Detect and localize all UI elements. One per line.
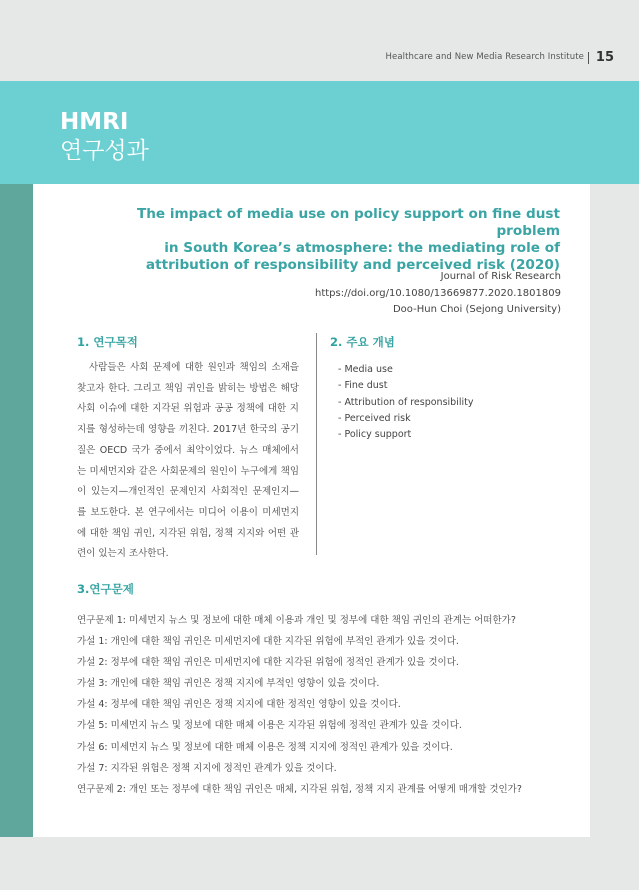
- concept-item: - Fine dust: [338, 380, 388, 392]
- page-number: 15: [595, 50, 614, 65]
- purpose-body: 사람들은 사회 문제에 대한 원인과 책임의 소재을 찾고자 한다. 그리고 책임 귀인을 밝히는 방법은 해당 사회 이슈에 대한 지각된 위험과 공공 정책에 대한 지지를 형성하는데 영향을 끼친다. 2017년 한국의 공기질은 OECD 국가 중에서 최악이었다. 뉴스 매체에서는 미세먼지와 같은 사회문제의 원인이 누구에게 책임이 있는지—개인적인 문제인지 사회적인 문제인지—를 보도한다. 본 연구에서는 미디어 이용이 미세먼지에 대한 책임 귀인, 지각된 위험, 정책 지지와 어떤 관련이 있는지 조사한다.: [77, 362, 299, 560]
- header-divider: [588, 52, 589, 64]
- concept-item: - Policy support: [338, 429, 412, 441]
- paper-title-line: The impact of media use on policy support on fine dust problem: [136, 206, 560, 239]
- questions-heading: 3.연구문제: [77, 582, 134, 596]
- paper-meta: [200, 269, 561, 319]
- side-accent-strip: [0, 184, 33, 837]
- question-item: 연구문제 2: 개인 또는 정부에 대한 책임 귀인은 매체, 지각된 위험, 정책 지지 관계를 어떻게 매개할 것인가?: [77, 783, 522, 795]
- question-item: 가설 5: 미세먼지 뉴스 및 정보에 대한 매체 이용은 지각된 위험에 정적인 관계가 있을 것이다.: [77, 720, 462, 732]
- paper-title: [90, 206, 560, 274]
- questions-list: [77, 610, 522, 800]
- question-item: 가설 2: 정부에 대한 책임 귀인은 미세먼지에 대한 지각된 위험에 정적인 관계가 있을 것이다.: [77, 657, 459, 669]
- paper-title-line: attribution of responsibility and perceived risk (2020): [145, 257, 560, 273]
- banner-title: HMRI: [60, 109, 129, 135]
- purpose-heading: 1. 연구목적: [77, 335, 138, 349]
- question-item: 가설 1: 개인에 대한 책임 귀인은 미세먼지에 대한 지각된 위험에 부적인 관계가 있을 것이다.: [77, 636, 459, 648]
- doi-link[interactable]: https://doi.org/10.1080/13669877.2020.1801809: [314, 287, 561, 299]
- paper-title-line: in South Korea’s atmosphere: the mediating role of: [164, 240, 560, 256]
- question-item: 가설 4: 정부에 대한 책임 귀인은 정책 지지에 대한 정적인 영향이 있을 것이다.: [77, 699, 401, 711]
- column-divider: [316, 333, 317, 555]
- concepts-list: [338, 362, 473, 443]
- question-item: 가설 3: 개인에 대한 책임 귀인은 정책 지지에 부적인 영향이 있을 것이다.: [77, 678, 380, 690]
- header-institute: Healthcare and New Media Research Institute: [385, 52, 584, 62]
- question-item: 가설 7: 지각된 위험은 정책 지지에 정적인 관계가 있을 것이다.: [77, 762, 337, 774]
- question-item: 연구문제 1: 미세먼지 뉴스 및 정보에 대한 매체 이용과 개인 및 정부에 대한 책임 귀인의 관계는 어떠한가?: [77, 615, 516, 626]
- concept-item: - Attribution of responsibility: [338, 396, 474, 408]
- author: Doo-Hun Choi (Sejong University): [392, 304, 561, 315]
- question-item: 가설 6: 미세먼지 뉴스 및 정보에 대한 매체 이용은 정책 지지에 정적인 관계가 있을 것이다.: [77, 741, 453, 753]
- concept-item: - Perceived risk: [338, 412, 411, 424]
- journal-name: Journal of Risk Research: [440, 271, 561, 282]
- concepts-heading: 2. 주요 개념: [330, 335, 395, 349]
- concept-item: - Media use: [338, 364, 393, 375]
- banner-subtitle: 연구성과: [60, 138, 149, 164]
